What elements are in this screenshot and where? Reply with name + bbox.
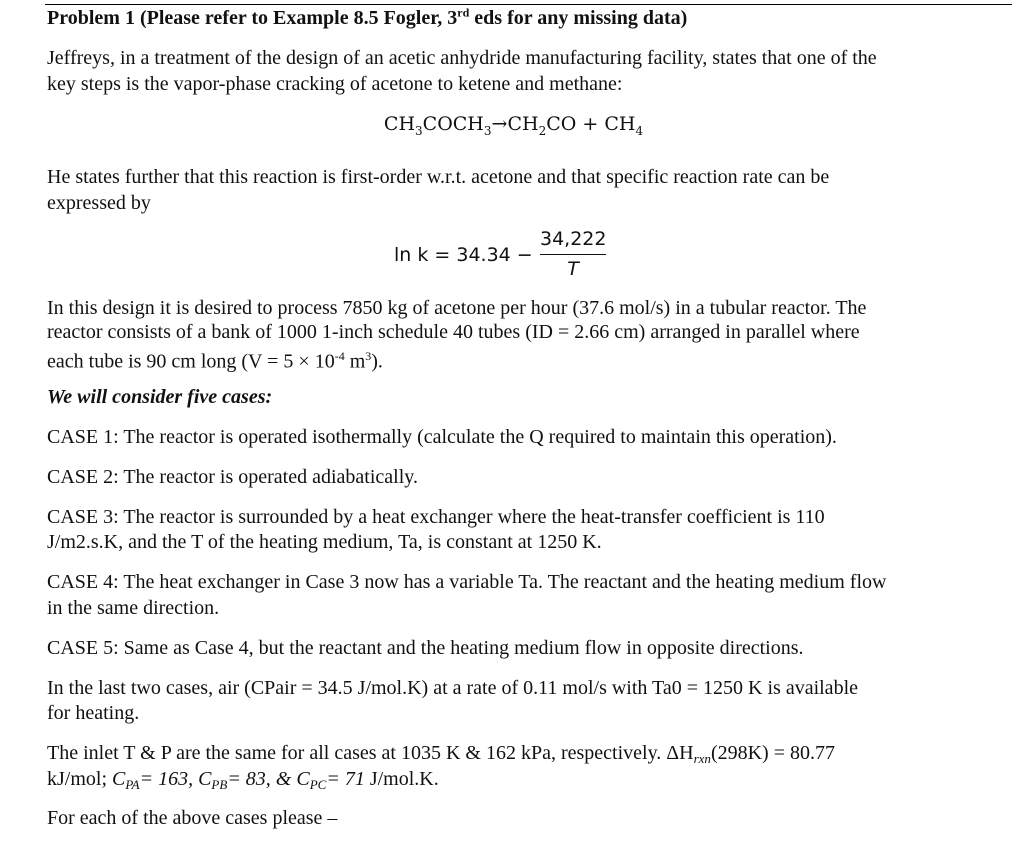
reaction-sub-b: 3 <box>483 123 492 138</box>
case-3-line-2: J/m2.s.K, and the T of the heating medium, Ta, is constant at 1250 K. <box>47 531 602 553</box>
reaction-equation <box>0 113 1027 138</box>
rate-fraction <box>540 226 606 281</box>
inlet-line-2-pre: kJ/mol; <box>47 768 113 790</box>
inlet-line-2-post: J/mol.K. <box>364 768 439 790</box>
cpc-label: C <box>296 768 310 790</box>
reaction-term-b: COCH <box>422 113 484 135</box>
design-line-3 <box>47 344 997 374</box>
rate-denominator: T <box>567 258 579 280</box>
top-rule <box>45 4 1012 5</box>
reaction-arrow: → <box>491 113 508 135</box>
reaction-sub-a: 3 <box>415 123 423 138</box>
problem-title <box>47 6 997 30</box>
reaction-sub-c: 2 <box>538 123 547 138</box>
design-line-1: In this design it is desired to process 7850 kg of acetone per hour (37.6 mol/s) in a tubular reactor. The <box>47 297 867 319</box>
intro-line-2: key steps is the vapor-phase cracking of acetone to ketene and methane: <box>47 73 623 95</box>
air-line-1: In the last two cases, air (CPair = 34.5 J/mol.K) at a rate of 0.11 mol/s with Ta0 = 1250 K is available <box>47 677 858 699</box>
fraction-bar <box>540 254 606 255</box>
rate-numerator: 34,222 <box>540 228 607 250</box>
closing-line: For each of the above cases please – <box>47 807 338 829</box>
cpa-subscript: PA <box>125 777 140 792</box>
title-sup: rd <box>457 5 470 20</box>
first-order-line-1: He states further that this reaction is first-order w.r.t. acetone and that specific reaction rate can be <box>47 166 830 188</box>
case-3-line-1: CASE 3: The reactor is surrounded by a heat exchanger where the heat-transfer coefficient is 110 <box>47 506 825 528</box>
delta-h-subscript: rxn <box>693 751 711 766</box>
cpc-value: = 71 <box>326 768 365 790</box>
intro-line-1: Jeffreys, in a treatment of the design of an acetic anhydride manufacturing facility, states that one of the <box>47 47 877 69</box>
reaction-sub-d: 4 <box>635 123 644 138</box>
inlet-line-1-pre: The inlet T & P are the same for all cases at 1035 K & 162 kPa, respectively. ΔH <box>47 742 694 764</box>
case-1: CASE 1: The reactor is operated isothermally (calculate the Q required to maintain this operation). <box>47 426 837 448</box>
cpb-value: = 83, & <box>227 768 297 790</box>
title-prefix: Problem 1 (Please refer to Example 8.5 Fogler, 3 <box>47 7 458 29</box>
cpb-label: C <box>198 768 212 790</box>
rate-equation-lhs: ln k = 34.34 − <box>394 244 533 266</box>
case-4-line-2: in the same direction. <box>47 597 220 619</box>
design-line-3-mid: m <box>344 350 366 373</box>
case-5: CASE 5: Same as Case 4, but the reactant and the heating medium flow in opposite directions. <box>47 637 804 659</box>
cpa-value: = 163, <box>139 768 199 790</box>
reaction-term-a: CH <box>383 113 416 135</box>
cpb-subscript: PB <box>211 777 228 792</box>
design-line-3-pre: each tube is 90 cm long (V = 5 × 10 <box>47 350 335 373</box>
cases-heading: We will consider five cases: <box>47 386 273 408</box>
design-line-3-exp: -4 <box>334 349 345 363</box>
title-suffix: eds for any missing data) <box>469 7 688 29</box>
reaction-term-d: CO + CH <box>546 113 636 135</box>
air-line-2: for heating. <box>47 702 140 724</box>
reaction-term-c: CH <box>507 113 539 135</box>
design-line-3-post: ). <box>371 350 383 373</box>
first-order-line-2: expressed by <box>47 192 151 214</box>
cpa-label: C <box>112 768 126 790</box>
design-line-2: reactor consists of a bank of 1000 1-inch schedule 40 tubes (ID = 2.66 cm) arranged in parallel where <box>47 321 860 343</box>
cpc-subscript: PC <box>309 777 327 792</box>
case-4-line-1: CASE 4: The heat exchanger in Case 3 now has a variable Ta. The reactant and the heating medium flow <box>47 571 887 593</box>
inlet-line-2 <box>47 767 997 797</box>
design-line-3-exp2: 3 <box>365 349 372 363</box>
inlet-line-1-post: (298K) = 80.77 <box>710 742 835 764</box>
case-2: CASE 2: The reactor is operated adiabatically. <box>47 466 418 488</box>
